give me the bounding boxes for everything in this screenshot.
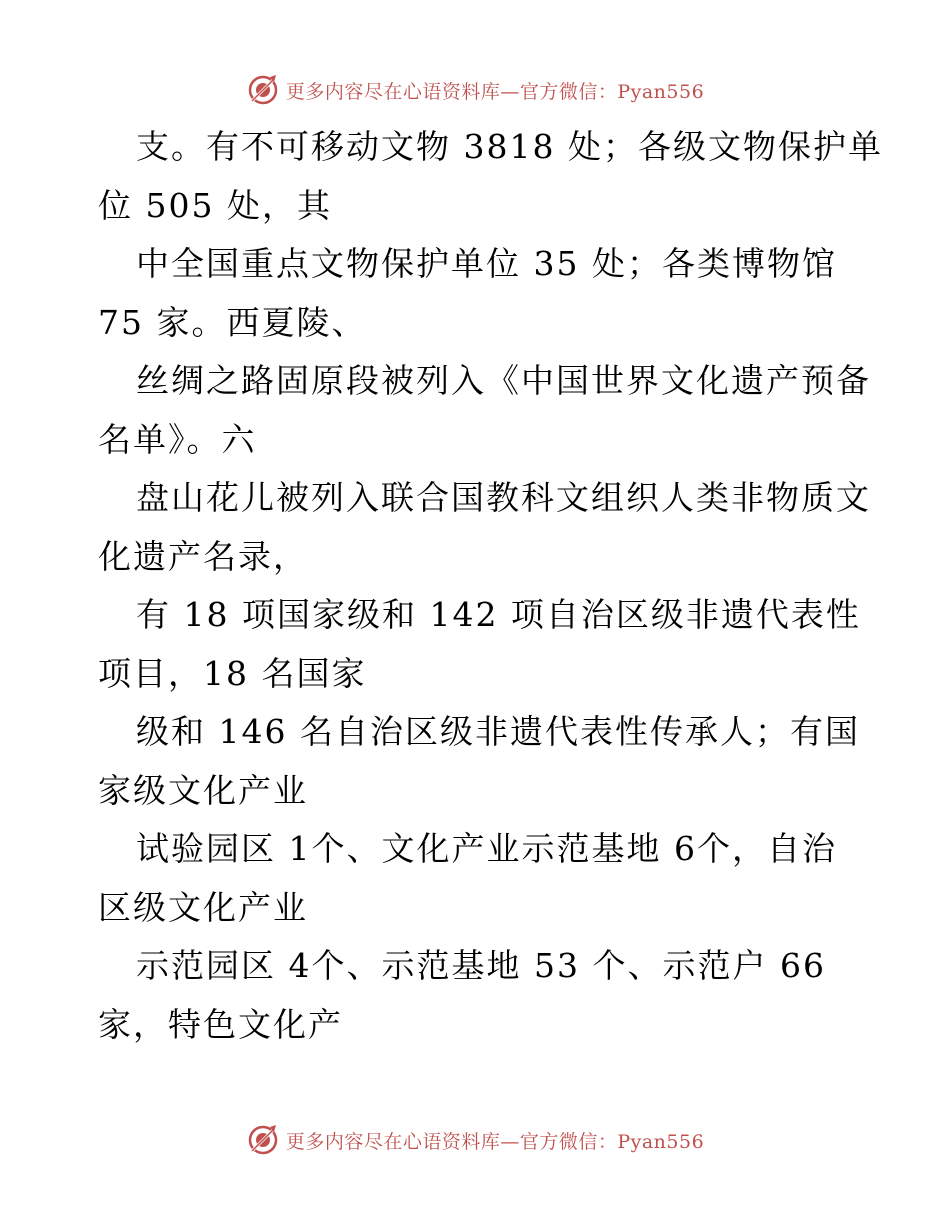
text-line: 盘山花儿被列入联合国教科文组织人类非物质文 <box>136 478 871 517</box>
body-text <box>98 118 883 1054</box>
text-line: 家，特色文化产 <box>98 1004 343 1044</box>
text-line: 中全国重点文物保护单位 35 处；各类博物馆 <box>136 244 837 283</box>
footer-banner-inner <box>246 1123 704 1157</box>
header-banner-inner <box>246 73 704 107</box>
text-line: 支。有不可移动文物 3818 处；各级文物保护单 <box>136 127 883 166</box>
text-line: 名单》。六 <box>98 419 257 459</box>
text-line: 丝绸之路固原段被列入《中国世界文化遗产预备 <box>136 361 871 400</box>
header-banner-text: 更多内容尽在心语资料库—官方微信：Pyan556 <box>285 80 705 103</box>
text-line: 试验园区 1个、文化产业示范基地 6个，自治 <box>136 829 837 868</box>
text-line: 级和 146 名自治区级非遗代表性传承人；有国 <box>136 712 860 751</box>
text-line: 位 505 处，其 <box>98 185 332 225</box>
logo-icon <box>246 73 280 107</box>
text-line: 项目，18 名国家 <box>98 653 367 693</box>
text-line: 家级文化产业 <box>98 770 308 810</box>
text-line: 有 18 项国家级和 142 项自治区级非遗代表性 <box>136 595 861 634</box>
footer-banner <box>0 1122 950 1158</box>
text-line: 75 家。西夏陵、 <box>98 302 367 342</box>
text-line: 化遗产名录， <box>98 536 308 576</box>
header-banner <box>0 72 950 108</box>
footer-banner-text: 更多内容尽在心语资料库—官方微信：Pyan556 <box>285 1130 705 1153</box>
text-line: 示范园区 4个、示范基地 53 个、示范户 66 <box>136 946 826 985</box>
text-line: 区级文化产业 <box>98 887 308 927</box>
logo-icon <box>246 1123 280 1157</box>
